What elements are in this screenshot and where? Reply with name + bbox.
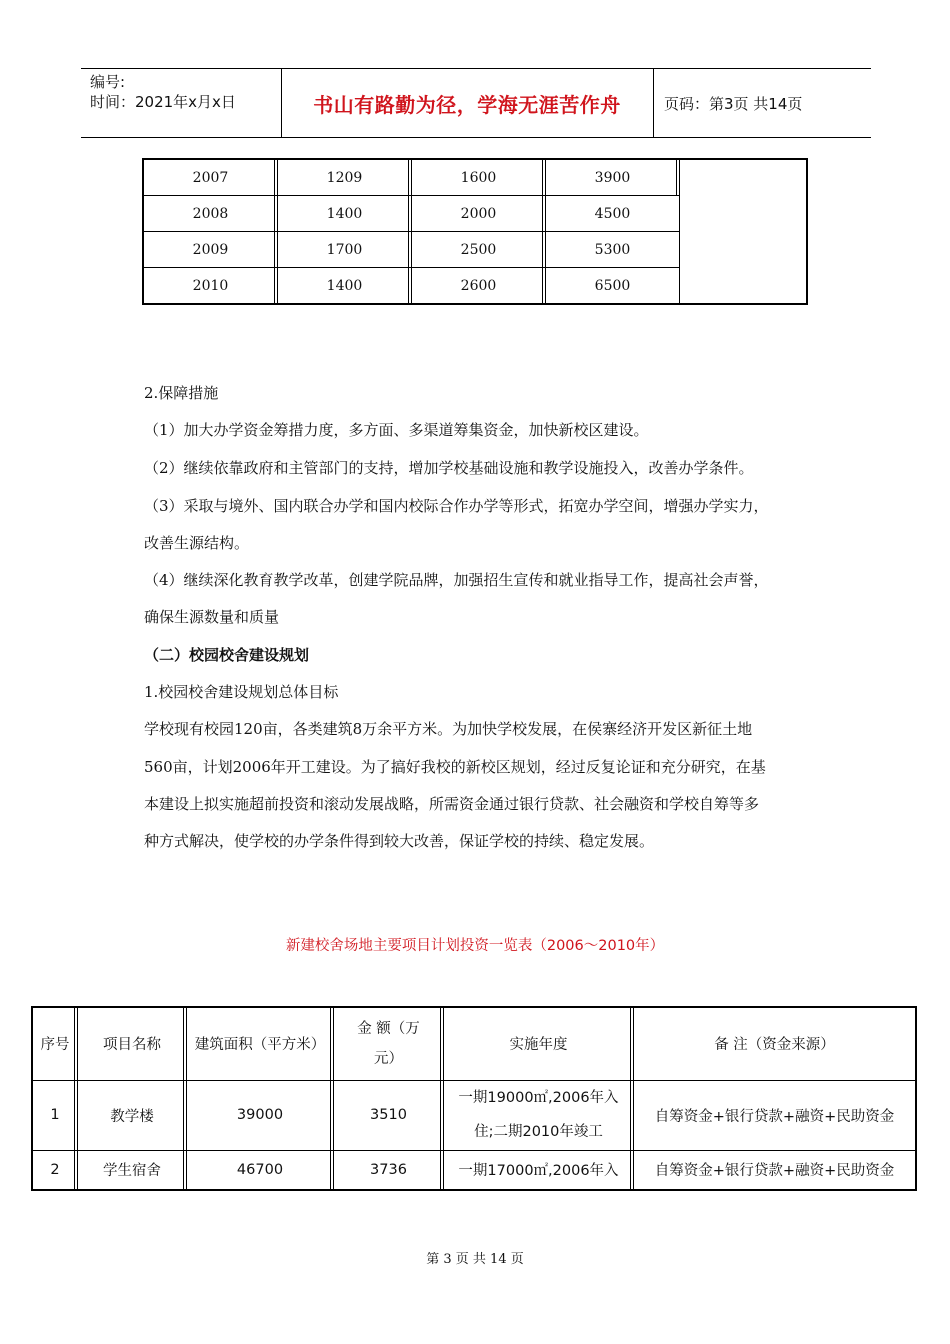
table-cell: 1600 <box>412 159 546 196</box>
table-cell-empty <box>680 159 808 304</box>
page-footer: 第 3 页 共 14 页 <box>426 1252 524 1267</box>
row-no: 1 <box>32 1080 78 1150</box>
section-title: 2.保障措施 <box>144 384 219 402</box>
row-name: 学生宿舍 <box>78 1150 187 1190</box>
header-page-info: 页码：第3页 共14页 <box>664 95 803 113</box>
table-cell: 2008 <box>143 196 278 232</box>
table-row <box>32 1080 916 1150</box>
table-cell: 5300 <box>546 232 680 268</box>
header-area: 建筑面积（平方米） <box>187 1007 334 1080</box>
paragraph-line: 本建设上拟实施超前投资和滚动发展战略，所需资金通过银行贷款、社会融资和学校自筹等多 <box>144 795 760 813</box>
doc-number-label: 编号: <box>90 73 126 91</box>
header-amount <box>334 1007 444 1080</box>
table-cell: 3900 <box>546 159 680 196</box>
row-year-line2: 住;二期2010年竣工 <box>474 1124 603 1140</box>
row-note: 自筹资金+银行贷款+融资+民助资金 <box>634 1150 917 1190</box>
header-note: 备 注（资金来源） <box>634 1007 917 1080</box>
table-cell: 2600 <box>412 268 546 305</box>
row-amount: 3510 <box>334 1080 444 1150</box>
measure-item-cont: 确保生源数量和质量 <box>144 608 280 626</box>
table-header-row <box>32 1007 916 1080</box>
header-no: 序号 <box>32 1007 78 1080</box>
header-meta <box>81 69 282 137</box>
row-note: 自筹资金+银行贷款+融资+民助资金 <box>634 1080 917 1150</box>
header-name: 项目名称 <box>78 1007 187 1080</box>
table-cell: 2009 <box>143 232 278 268</box>
table-cell: 1400 <box>278 196 412 232</box>
measure-item: （4）继续深化教育教学改革，创建学院品牌，加强招生宣传和就业指导工作，提高社会声誉， <box>144 571 769 589</box>
table-cell: 2007 <box>143 159 278 196</box>
yearly-data-table <box>142 158 808 305</box>
table-cell: 6500 <box>546 268 680 305</box>
table-cell: 4500 <box>546 196 680 232</box>
row-area: 39000 <box>187 1080 334 1150</box>
table-cell: 2010 <box>143 268 278 305</box>
header-year: 实施年度 <box>444 1007 634 1080</box>
header-amount-line1: 金 额（万 <box>357 1020 420 1037</box>
measure-item-cont: 改善生源结构。 <box>144 534 250 552</box>
table-cell: 2000 <box>412 196 546 232</box>
row-area: 46700 <box>187 1150 334 1190</box>
doc-time-label: 时间：2021年x月x日 <box>90 93 236 111</box>
paragraph-line: 学校现有校园120亩，各类建筑8万余平方米。为加快学校发展，在侯寨经济开发区新征土地 <box>144 720 753 738</box>
section-heading: （二）校园校舍建设规划 <box>144 646 310 664</box>
row-year-line1: 一期19000㎡,2006年入 <box>458 1090 619 1106</box>
paragraph-line: 560亩，计划2006年开工建设。为了搞好我校的新校区规划，经过反复论证和充分研究，在基 <box>144 758 766 776</box>
header-amount-line2: 元） <box>374 1050 403 1067</box>
table-cell: 1209 <box>278 159 412 196</box>
page-header <box>81 68 871 138</box>
table-caption: 新建校舍场地主要项目计划投资一览表（2006～2010年） <box>285 938 665 954</box>
row-year: 一期17000㎡,2006年入 <box>444 1150 634 1190</box>
row-name: 教学楼 <box>78 1080 187 1150</box>
table-cell: 2500 <box>412 232 546 268</box>
subsection-title: 1.校园校舍建设规划总体目标 <box>144 683 339 701</box>
measure-item: （3）采取与境外、国内联合办学和国内校际合作办学等形式，拓宽办学空间，增强办学实力， <box>144 497 769 515</box>
table-row <box>143 159 807 196</box>
row-amount: 3736 <box>334 1150 444 1190</box>
paragraph-line: 种方式解决，使学校的办学条件得到较大改善，保证学校的持续、稳定发展。 <box>144 832 655 850</box>
table-cell: 1400 <box>278 268 412 305</box>
table-cell: 1700 <box>278 232 412 268</box>
table-row <box>32 1150 916 1190</box>
measure-item: （1）加大办学资金筹措力度，多方面、多渠道筹集资金，加快新校区建设。 <box>144 421 649 439</box>
investment-table <box>31 1006 917 1191</box>
row-year <box>444 1080 634 1150</box>
measure-item: （2）继续依靠政府和主管部门的支持，增加学校基础设施和教学设施投入，改善办学条件。 <box>144 459 754 477</box>
row-no: 2 <box>32 1150 78 1190</box>
header-motto: 书山有路勤为径，学海无涯苦作舟 <box>281 69 654 137</box>
